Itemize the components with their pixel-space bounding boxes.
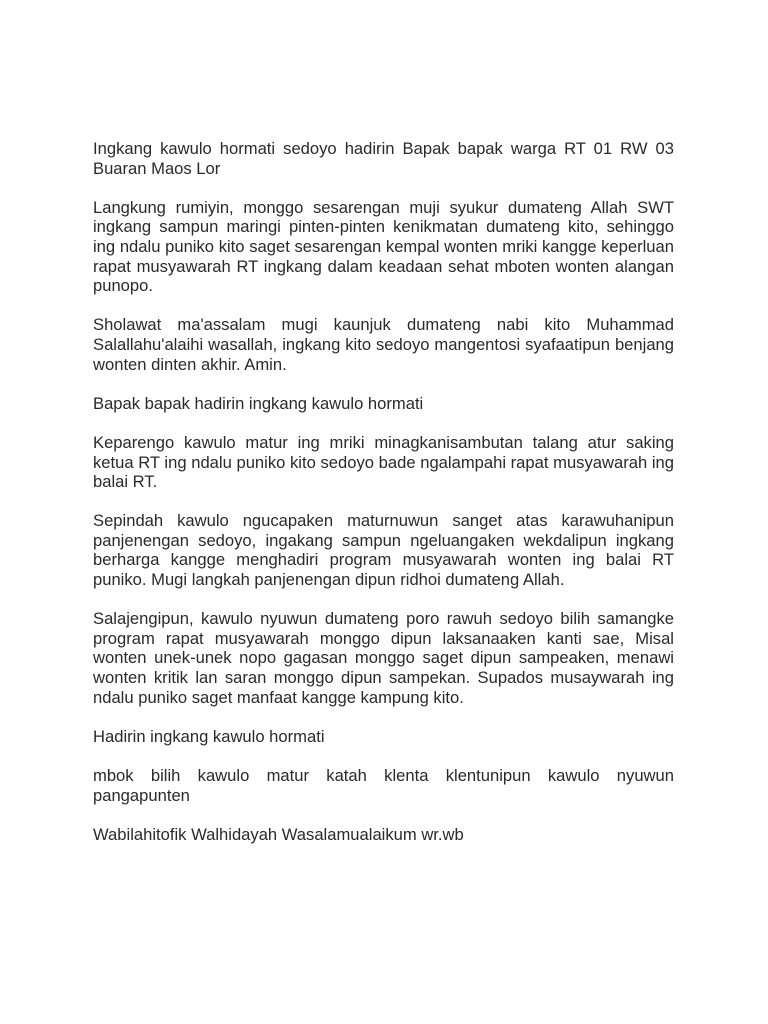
paragraph-thanks: Sepindah kawulo ngucapaken maturnuwun sanget atas karawuhanipun panjenengan sedoyo, ingakang sampun ngeluangaken wekdalipun ingkang berharga kangge menghadiri program musyawarah wonten ing balai RT puniko. Mugi langkah panjenengan dipun ridhoi dumateng Allah. bbox=[93, 511, 674, 590]
speech-text bbox=[93, 139, 674, 864]
paragraph-address: Bapak bapak hadirin ingkang kawulo hormati bbox=[93, 393, 424, 413]
paragraph-address-2: Hadirin ingkang kawulo hormati bbox=[93, 726, 325, 746]
paragraph-gratitude: Langkung rumiyin, monggo sesarengan muji syukur dumateng Allah SWT ingkang sampun maringi pinten-pinten kenikmatan dumateng kito, sehinggo ing ndalu puniko kito saget sesarengan kempal wonten mriki kangge keperluan rapat musyawarah RT ingkang dalam keadaan sehat mboten wonten alangan punopo. bbox=[93, 197, 674, 296]
paragraph-purpose: Keparengo kawulo matur ing mriki minagkanisambutan talang atur saking ketua RT ing ndalu puniko kito sedoyo bade ngalampahi rapat musyawarah ing balai RT. bbox=[93, 432, 674, 492]
paragraph-apology: mbok bilih kawulo matur katah klenta klentunipun kawulo nyuwun pangapunten bbox=[93, 766, 674, 805]
paragraph-closing: Wabilahitofik Walhidayah Wasalamualaikum wr.wb bbox=[93, 824, 464, 844]
paragraph-sholawat: Sholawat ma'assalam mugi kaunjuk dumateng nabi kito Muhammad Salallahu'alaihi wasallah, ingkang kito sedoyo mangentosi syafaatipun benjang wonten dinten akhir. Amin. bbox=[93, 315, 674, 374]
paragraph-request: Salajengipun, kawulo nyuwun dumateng poro rawuh sedoyo bilih samangke program rapat musyawarah monggo dipun laksanaaken kanti sae, Misal wonten unek-unek nopo gagasan monggo saget dipun sampeaken, menawi wonten kritik lan saran monggo dipun sampekan. Supados musaywarah ing ndalu puniko saget manfaat kangge kampung kito. bbox=[93, 609, 674, 707]
paragraph-greeting: Ingkang kawulo hormati sedoyo hadirin Bapak bapak warga RT 01 RW 03 Buaran Maos Lor bbox=[93, 139, 674, 178]
